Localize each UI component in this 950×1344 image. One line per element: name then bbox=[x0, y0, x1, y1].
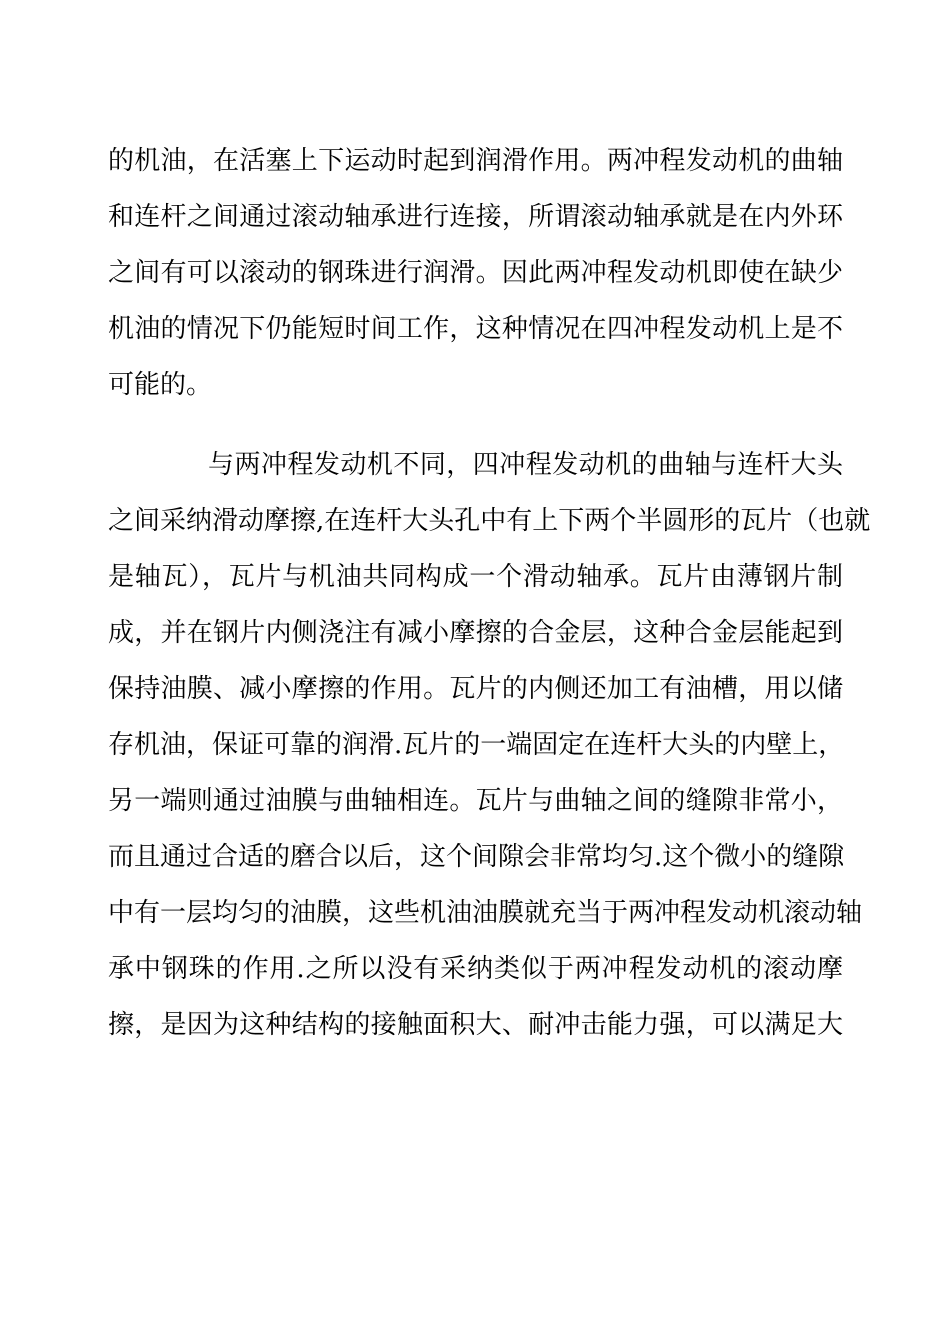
paragraph-line: 是轴瓦），瓦片与机油共同构成一个滑动轴承。瓦片由薄钢片制 bbox=[108, 562, 843, 592]
paragraph-line: 而且通过合适的磨合以后，这个间隙会非常均匀.这个微小的缝隙 bbox=[108, 842, 845, 872]
paragraph-2 bbox=[108, 442, 871, 1058]
paragraph-line: 机油的情况下仍能短时间工作，这种情况在四冲程发动机上是不 bbox=[108, 314, 843, 344]
paragraph-line: 成，并在钢片内侧浇注有减小摩擦的合金层，这种合金层能起到 bbox=[108, 618, 843, 648]
paragraph-line: 保持油膜、减小摩擦的作用。瓦片的内侧还加工有油槽，用以储 bbox=[108, 674, 843, 704]
body-text bbox=[108, 138, 871, 1058]
paragraph-line: 与两冲程发动机不同，四冲程发动机的曲轴与连杆大头 bbox=[208, 450, 843, 480]
paragraph-line: 另一端则通过油膜与曲轴相连。瓦片与曲轴之间的缝隙非常小， bbox=[108, 786, 843, 816]
paragraph-line: 可能的。 bbox=[108, 370, 213, 400]
paragraph-line: 的机油，在活塞上下运动时起到润滑作用。两冲程发动机的曲轴 bbox=[108, 146, 843, 176]
paragraph-line: 存机油，保证可靠的润滑.瓦片的一端固定在连杆大头的内壁上， bbox=[108, 730, 845, 760]
paragraph-line: 和连杆之间通过滚动轴承进行连接，所谓滚动轴承就是在内外环 bbox=[108, 202, 843, 232]
paragraph-line: 中有一层均匀的油膜，这些机油油膜就充当于两冲程发动机滚动轴 bbox=[108, 898, 863, 928]
paragraph-line: 之间采纳滑动摩擦,在连杆大头孔中有上下两个半圆形的瓦片（也就 bbox=[108, 506, 871, 536]
paragraph-line: 擦，是因为这种结构的接触面积大、耐冲击能力强，可以满足大 bbox=[108, 1010, 843, 1040]
paragraph-line: 之间有可以滚动的钢珠进行润滑。因此两冲程发动机即使在缺少 bbox=[108, 258, 843, 288]
paragraph-gap bbox=[108, 418, 843, 442]
paragraph-line: 承中钢珠的作用.之所以没有采纳类似于两冲程发动机的滚动摩 bbox=[108, 954, 843, 984]
paragraph-1 bbox=[108, 138, 843, 418]
